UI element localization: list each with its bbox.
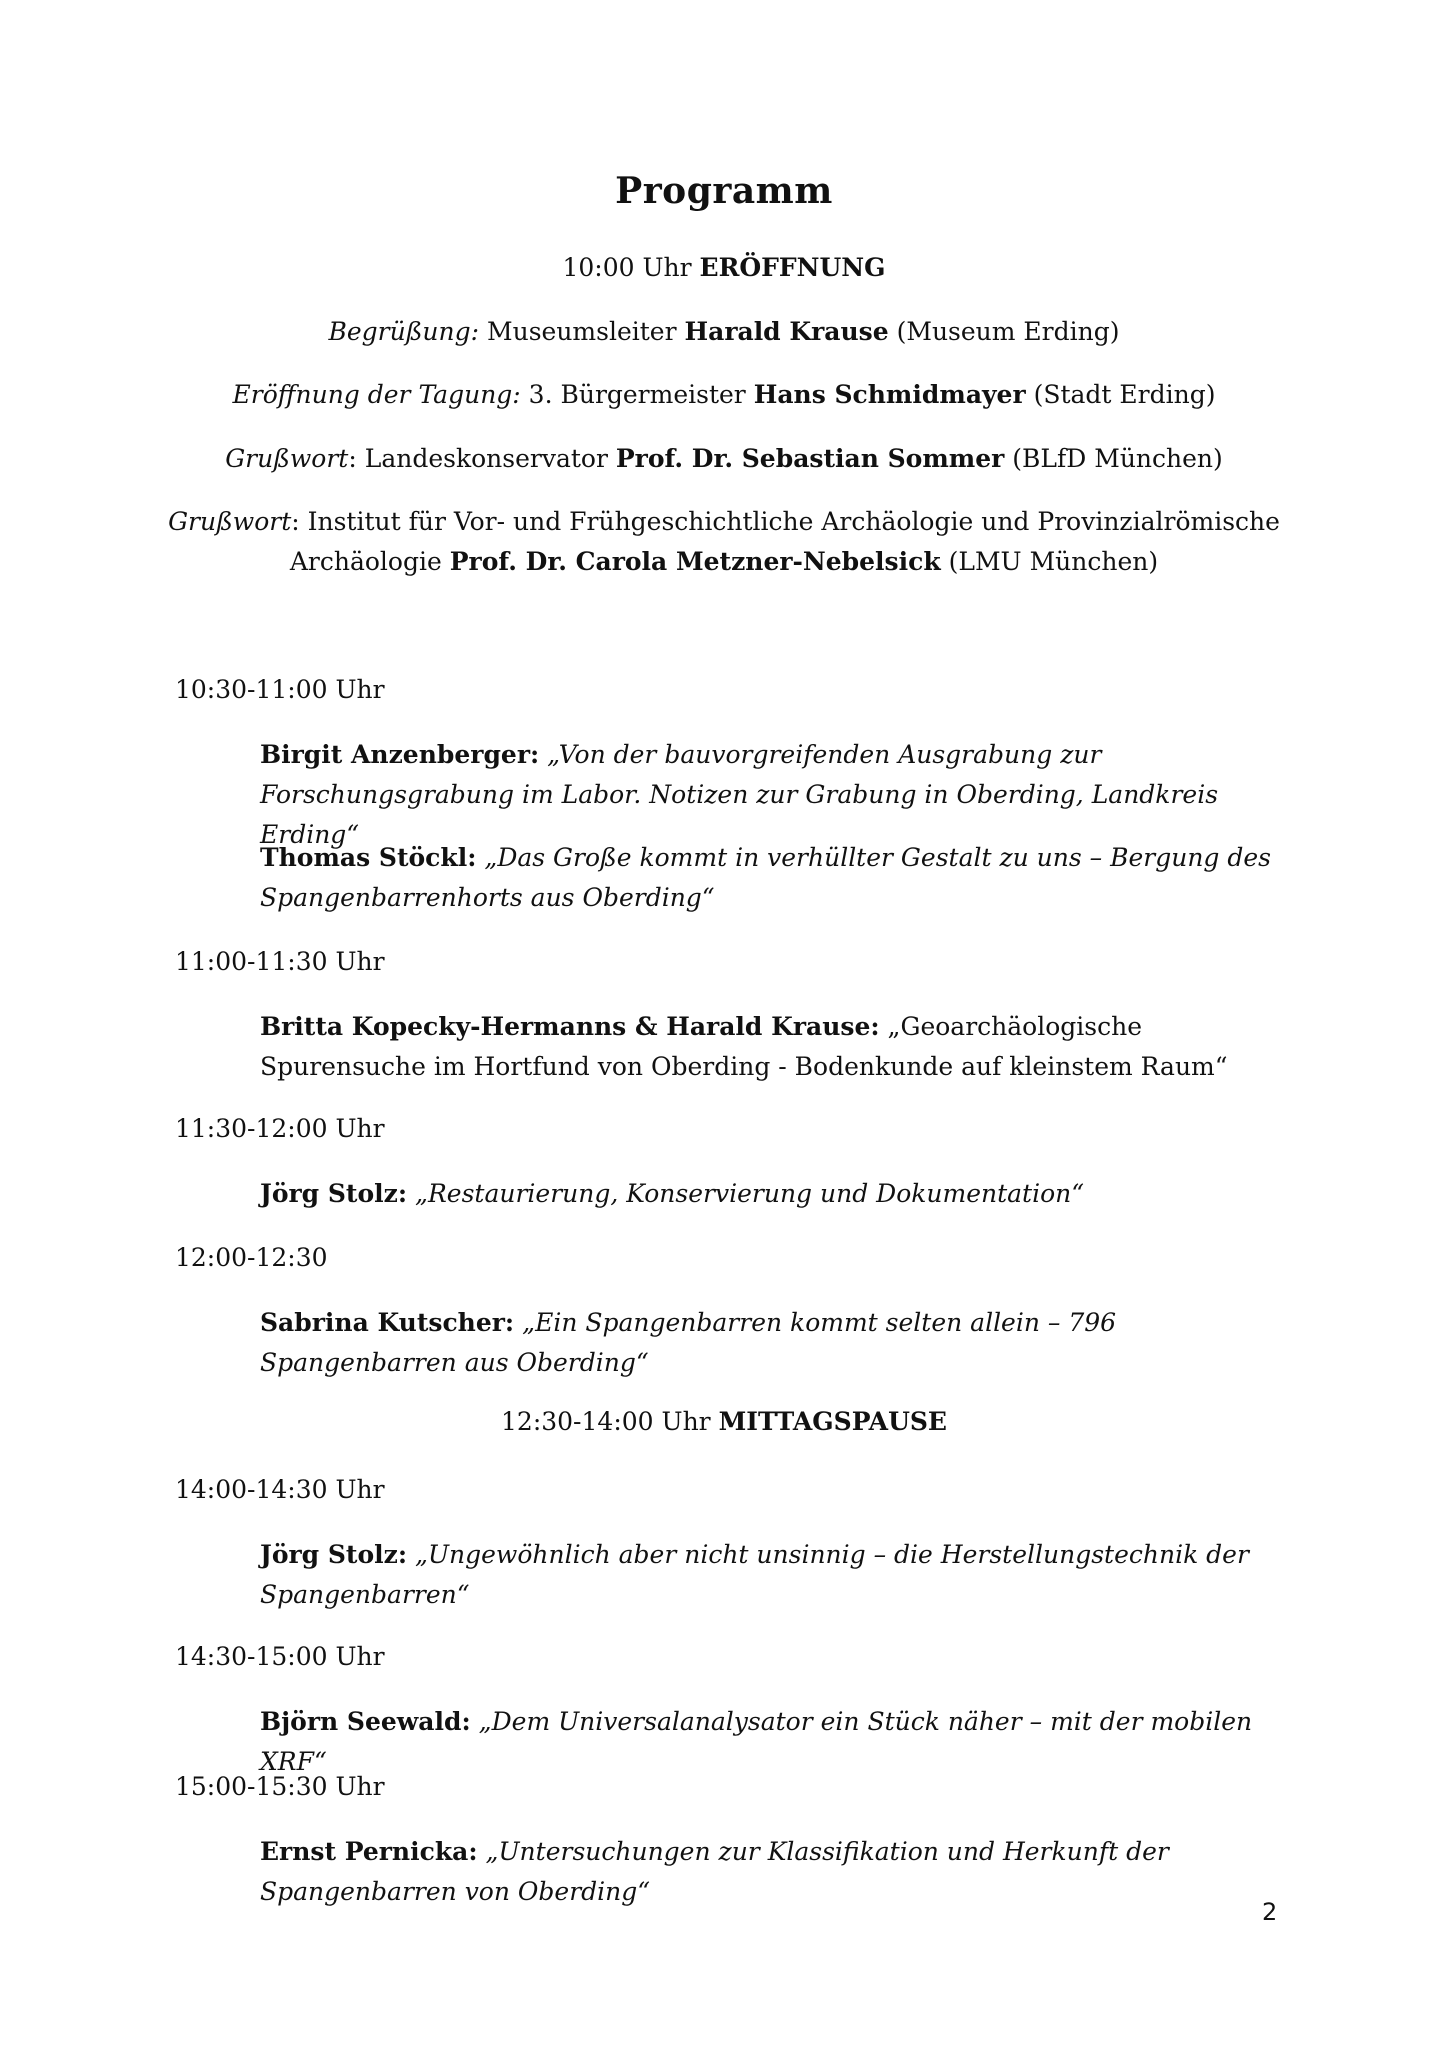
role-text: : Landeskonservator	[348, 444, 616, 473]
opening-item-welcome-2	[160, 502, 1288, 582]
talk-item	[260, 838, 1290, 918]
speaker-name: Britta Kopecky-Hermanns & Harald Krause:	[260, 1012, 880, 1041]
time-slot: 14:00-14:30 Uhr	[175, 1475, 385, 1504]
time-slot: 11:00-11:30 Uhr	[175, 947, 385, 976]
person-name: Hans Schmidmayer	[753, 380, 1026, 409]
affiliation: (BLfD München)	[1004, 444, 1223, 473]
speaker-name: Birgit Anzenberger:	[260, 740, 540, 769]
talk-item	[260, 1702, 1290, 1782]
lunch-break	[0, 1402, 1448, 1442]
lunch-time: 12:30-14:00 Uhr	[501, 1407, 711, 1436]
time-slot: 11:30-12:00 Uhr	[175, 1114, 385, 1143]
talk-item	[260, 1007, 1290, 1087]
opening-item-opening	[0, 375, 1448, 415]
talk-title: „Geoarchäologische Spurensuche im Hortfund von Oberding - Bodenkunde auf kleinstem Raum“	[260, 1012, 1228, 1081]
role-label: Grußwort	[168, 507, 292, 536]
speaker-name: Jörg Stolz:	[260, 1179, 408, 1208]
time-slot: 15:00-15:30 Uhr	[175, 1772, 385, 1801]
person-name: Harald Krause	[684, 317, 889, 346]
talk-item	[260, 1303, 1290, 1383]
person-name: Prof. Dr. Sebastian Sommer	[615, 444, 1005, 473]
talk-title: „Ungewöhnlich aber nicht unsinnig – die Herstellungstechnik der Spangenbarren“	[260, 1540, 1249, 1609]
affiliation: (Museum Erding)	[888, 317, 1120, 346]
speaker-name: Sabrina Kutscher:	[260, 1308, 515, 1337]
role-label: Grußwort	[225, 444, 349, 473]
opening-label: ERÖFFNUNG	[699, 253, 886, 282]
talk-title: „Restaurierung, Konservierung und Dokumentation“	[407, 1179, 1085, 1208]
time-slot: 10:30-11:00 Uhr	[175, 675, 385, 704]
role-text: Museumsleiter	[479, 317, 685, 346]
role-text: 3. Bürgermeister	[520, 380, 754, 409]
opening-heading	[0, 248, 1448, 288]
opening-item-greeting	[0, 312, 1448, 352]
talk-title: „Das Große kommt in verhüllter Gestalt zu uns – Bergung des Spangenbarrenhorts aus Oberding“	[260, 843, 1272, 912]
speaker-name: Jörg Stolz:	[260, 1540, 408, 1569]
talk-item	[260, 1832, 1290, 1912]
talk-item	[260, 735, 1290, 855]
talk-title: „Untersuchungen zur Klassifikation und Herkunft der Spangenbarren von Oberding“	[260, 1837, 1169, 1906]
role-label: Begrüßung:	[328, 317, 480, 346]
speaker-name: Thomas Stöckl:	[260, 843, 477, 872]
speaker-name: Björn Seewald:	[260, 1707, 471, 1736]
opening-item-welcome-1	[0, 439, 1448, 479]
speaker-name: Ernst Pernicka:	[260, 1837, 478, 1866]
page-title: Programm	[615, 170, 833, 212]
person-name: Prof. Dr. Carola Metzner-Nebelsick	[449, 547, 941, 576]
talk-title: „Dem Universalanalysator ein Stück näher – mit der mobilen XRF“	[260, 1707, 1253, 1776]
time-slot: 14:30-15:00 Uhr	[175, 1642, 385, 1671]
page-number: 2	[1262, 1898, 1278, 1926]
talk-title: „Von der bauvorgreifenden Ausgrabung zur Forschungsgrabung im Labor. Notizen zur Grabung in Oberding, Landkreis Erding“	[260, 740, 1219, 849]
time-slot: 12:00-12:30	[175, 1243, 328, 1272]
affiliation: (LMU München)	[940, 547, 1159, 576]
talk-item	[260, 1174, 1290, 1214]
affiliation: (Stadt Erding)	[1025, 380, 1216, 409]
role-text: : Institut für Vor- und Frühgeschichtliche Archäologie und Provinzialrömische Archäologie	[289, 507, 1280, 576]
opening-time: 10:00 Uhr	[562, 253, 692, 282]
talk-title: „Ein Spangenbarren kommt selten allein – 796 Spangenbarren aus Oberding“	[260, 1308, 1117, 1377]
lunch-label: MITTAGSPAUSE	[718, 1407, 947, 1436]
talk-item	[260, 1535, 1290, 1615]
role-label: Eröffnung der Tagung:	[232, 380, 521, 409]
